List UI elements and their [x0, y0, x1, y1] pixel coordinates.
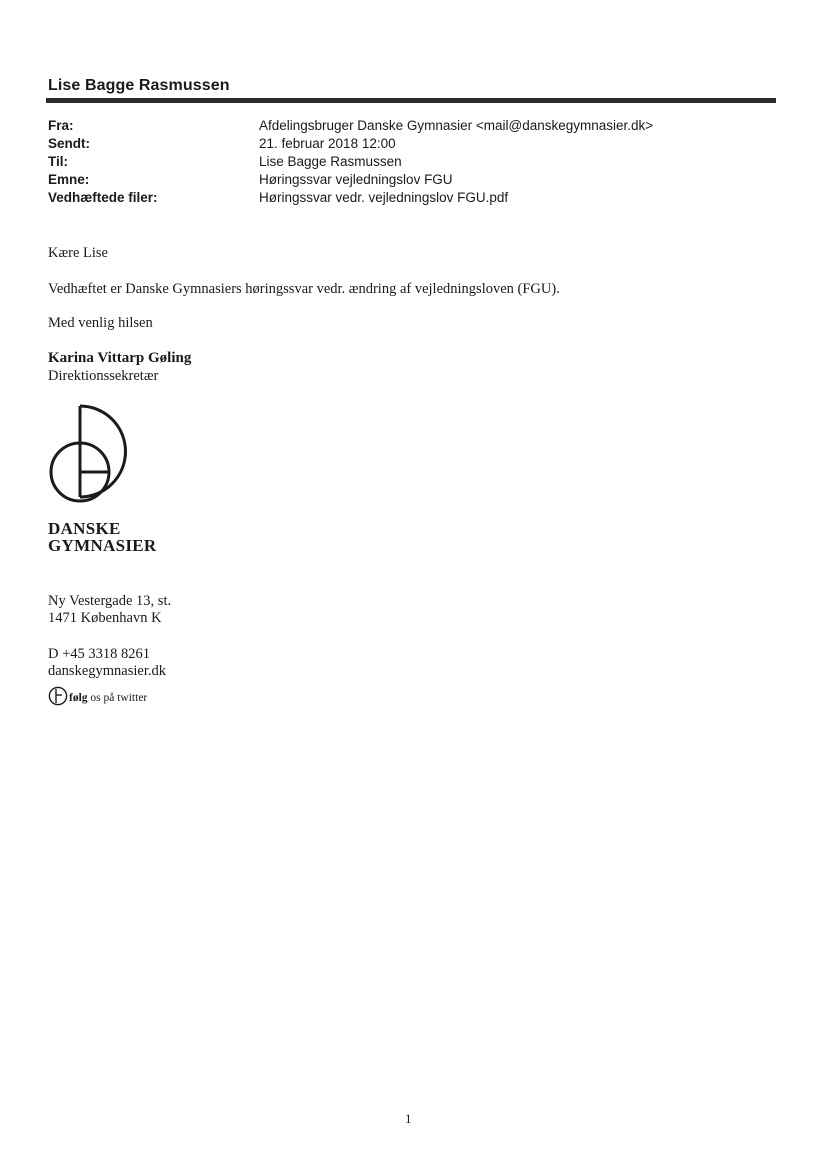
logo-wordmark	[48, 520, 157, 554]
website-link[interactable]: danskegymnasier.dk	[48, 663, 166, 679]
sender-header-name: Lise Bagge Rasmussen	[48, 77, 230, 94]
meta-row-from	[48, 118, 768, 136]
meta-value-attachments: Høringssvar vedr. vejledningslov FGU.pdf	[259, 190, 509, 205]
page-number: 1	[405, 1111, 412, 1126]
meta-value-from: Afdelingsbruger Danske Gymnasier <mail@danskegymnasier.dk>	[259, 118, 654, 133]
logo-line-2: GYMNASIER	[48, 536, 157, 555]
header-divider	[46, 98, 776, 103]
meta-value-to: Lise Bagge Rasmussen	[259, 154, 402, 169]
meta-row-attachments	[48, 190, 768, 208]
twitter-text-rest: os på twitter	[87, 692, 148, 704]
meta-label-sent: Sendt:	[48, 136, 90, 151]
address-city: 1471 København K	[48, 610, 162, 626]
meta-row-sent	[48, 136, 768, 154]
meta-row-subject	[48, 172, 768, 190]
meta-label-subject: Emne:	[48, 172, 90, 187]
address-street: Ny Vestergade 13, st.	[48, 593, 172, 609]
signature-title: Direktionssekretær	[48, 368, 159, 384]
meta-value-sent: 21. februar 2018 12:00	[259, 136, 396, 151]
meta-label-attachments: Vedhæftede filer:	[48, 190, 158, 205]
meta-value-subject: Høringssvar vejledningslov FGU	[259, 172, 453, 187]
twitter-text-bold: følg	[69, 692, 88, 704]
danske-gymnasier-logo-icon	[48, 402, 132, 506]
meta-row-to	[48, 154, 768, 172]
closing: Med venlig hilsen	[48, 315, 153, 331]
twitter-follow-link[interactable]	[48, 682, 147, 706]
meta-label-from: Fra:	[48, 118, 74, 133]
phone-number: D +45 3318 8261	[48, 646, 151, 662]
meta-label-to: Til:	[48, 154, 68, 169]
signature-name: Karina Vittarp Gøling	[48, 350, 192, 366]
twitter-logo-icon	[48, 686, 68, 706]
greeting: Kære Lise	[48, 245, 108, 261]
body-paragraph: Vedhæftet er Danske Gymnasiers høringssvar vedr. ændring af vejledningsloven (FGU).	[48, 281, 560, 297]
logo-line-1: DANSKE	[48, 519, 121, 538]
